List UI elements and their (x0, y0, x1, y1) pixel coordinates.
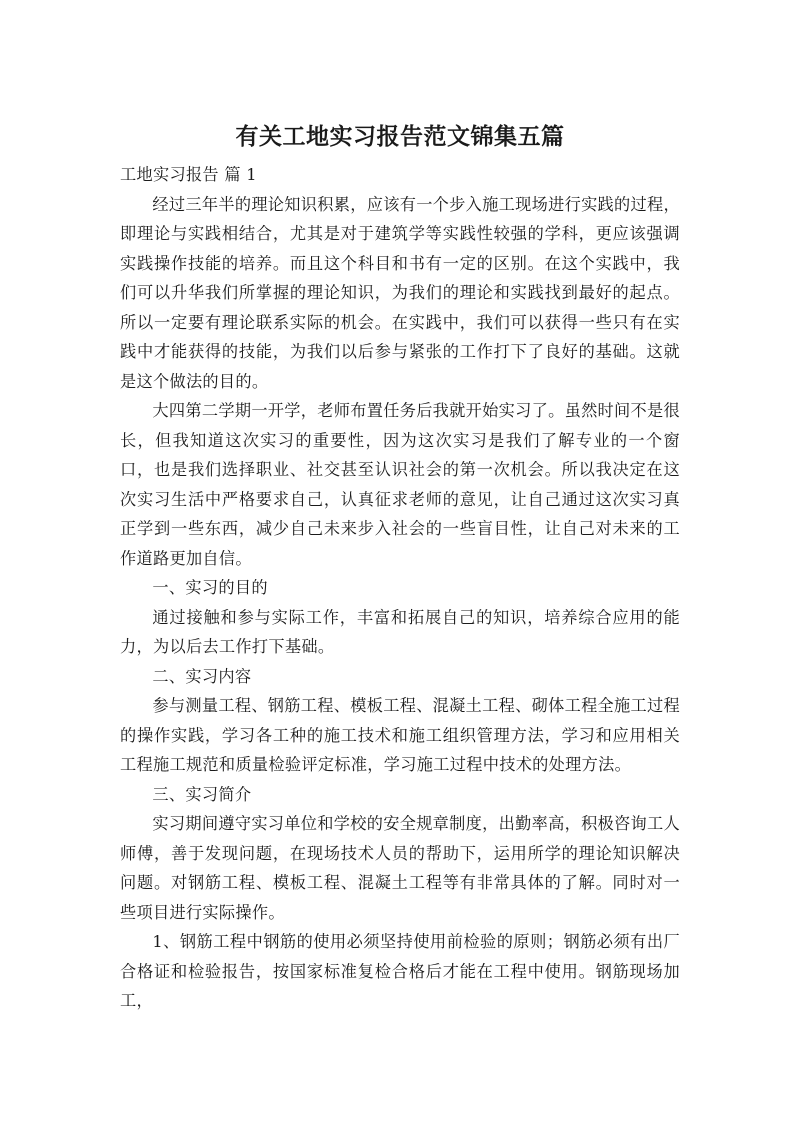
document-body (120, 160, 680, 1016)
section-subtitle: 工地实习报告 篇 1 (120, 165, 257, 184)
section-heading-content: 二、实习内容 (152, 666, 252, 686)
body-paragraph-2: 大四第二学期一开学，老师布置任务后我就开始实习了。虽然时间不是很长，但我知道这次实习的重要性，因为这次实习是我们了解专业的一个窗口，也是我们选择职业、社交甚至认识社会的第一次机会。所以我决定在这次实习生活中严格要求自己，认真征求老师的意见，让自己通过这次实习真正学到一些东西，减少自己未来步入社会的一些盲目性，让自己对未来的工作道路更加自信。 (120, 401, 680, 568)
section-text-content: 参与测量工程、钢筋工程、模板工程、混凝土工程、砌体工程全施工过程的操作实践，学习各工种的施工技术和施工组织管理方法，学习和应用相关工程施工规范和质量检验评定标准，学习施工过程中技术的处理方法。 (120, 696, 680, 774)
document-title: 有关工地实习报告范文锦集五篇 (235, 124, 565, 150)
section-heading-summary: 三、实习简介 (152, 784, 252, 804)
body-paragraph-1: 经过三年半的理论知识积累，应该有一个步入施工现场进行实践的过程，即理论与实践相结合，尤其是对于建筑学等实践性较强的学科，更应该强调实践操作技能的培养。而且这个科目和书有一定的区别。在这个实践中，我们可以升华我们所掌握的理论知识，为我们的理论和实践找到最好的起点。所以一定要有理论联系实际的机会。在实践中，我们可以获得一些只有在实践中才能获得的技能，为我们以后参与紧张的工作打下了良好的基础。这就是这个做法的目的。 (120, 194, 680, 391)
section-text-summary: 实习期间遵守实习单位和学校的安全规章制度，出勤率高，积极咨询工人师傅，善于发现问题，在现场技术人员的帮助下，运用所学的理论知识解决问题。对钢筋工程、模板工程、混凝土工程等有非常具体的了解。同时对一些项目进行实际操作。 (120, 814, 680, 922)
section-text-purpose: 通过接触和参与实际工作，丰富和拓展自己的知识，培养综合应用的能力，为以后去工作打下基础。 (120, 607, 680, 656)
section-heading-purpose: 一、实习的目的 (152, 578, 268, 597)
list-item-1: 1、钢筋工程中钢筋的使用必须坚持使用前检验的原则；钢筋必须有出厂合格证和检验报告，按国家标准复检合格后才能在工程中使用。钢筋现场加工， (120, 932, 680, 1010)
